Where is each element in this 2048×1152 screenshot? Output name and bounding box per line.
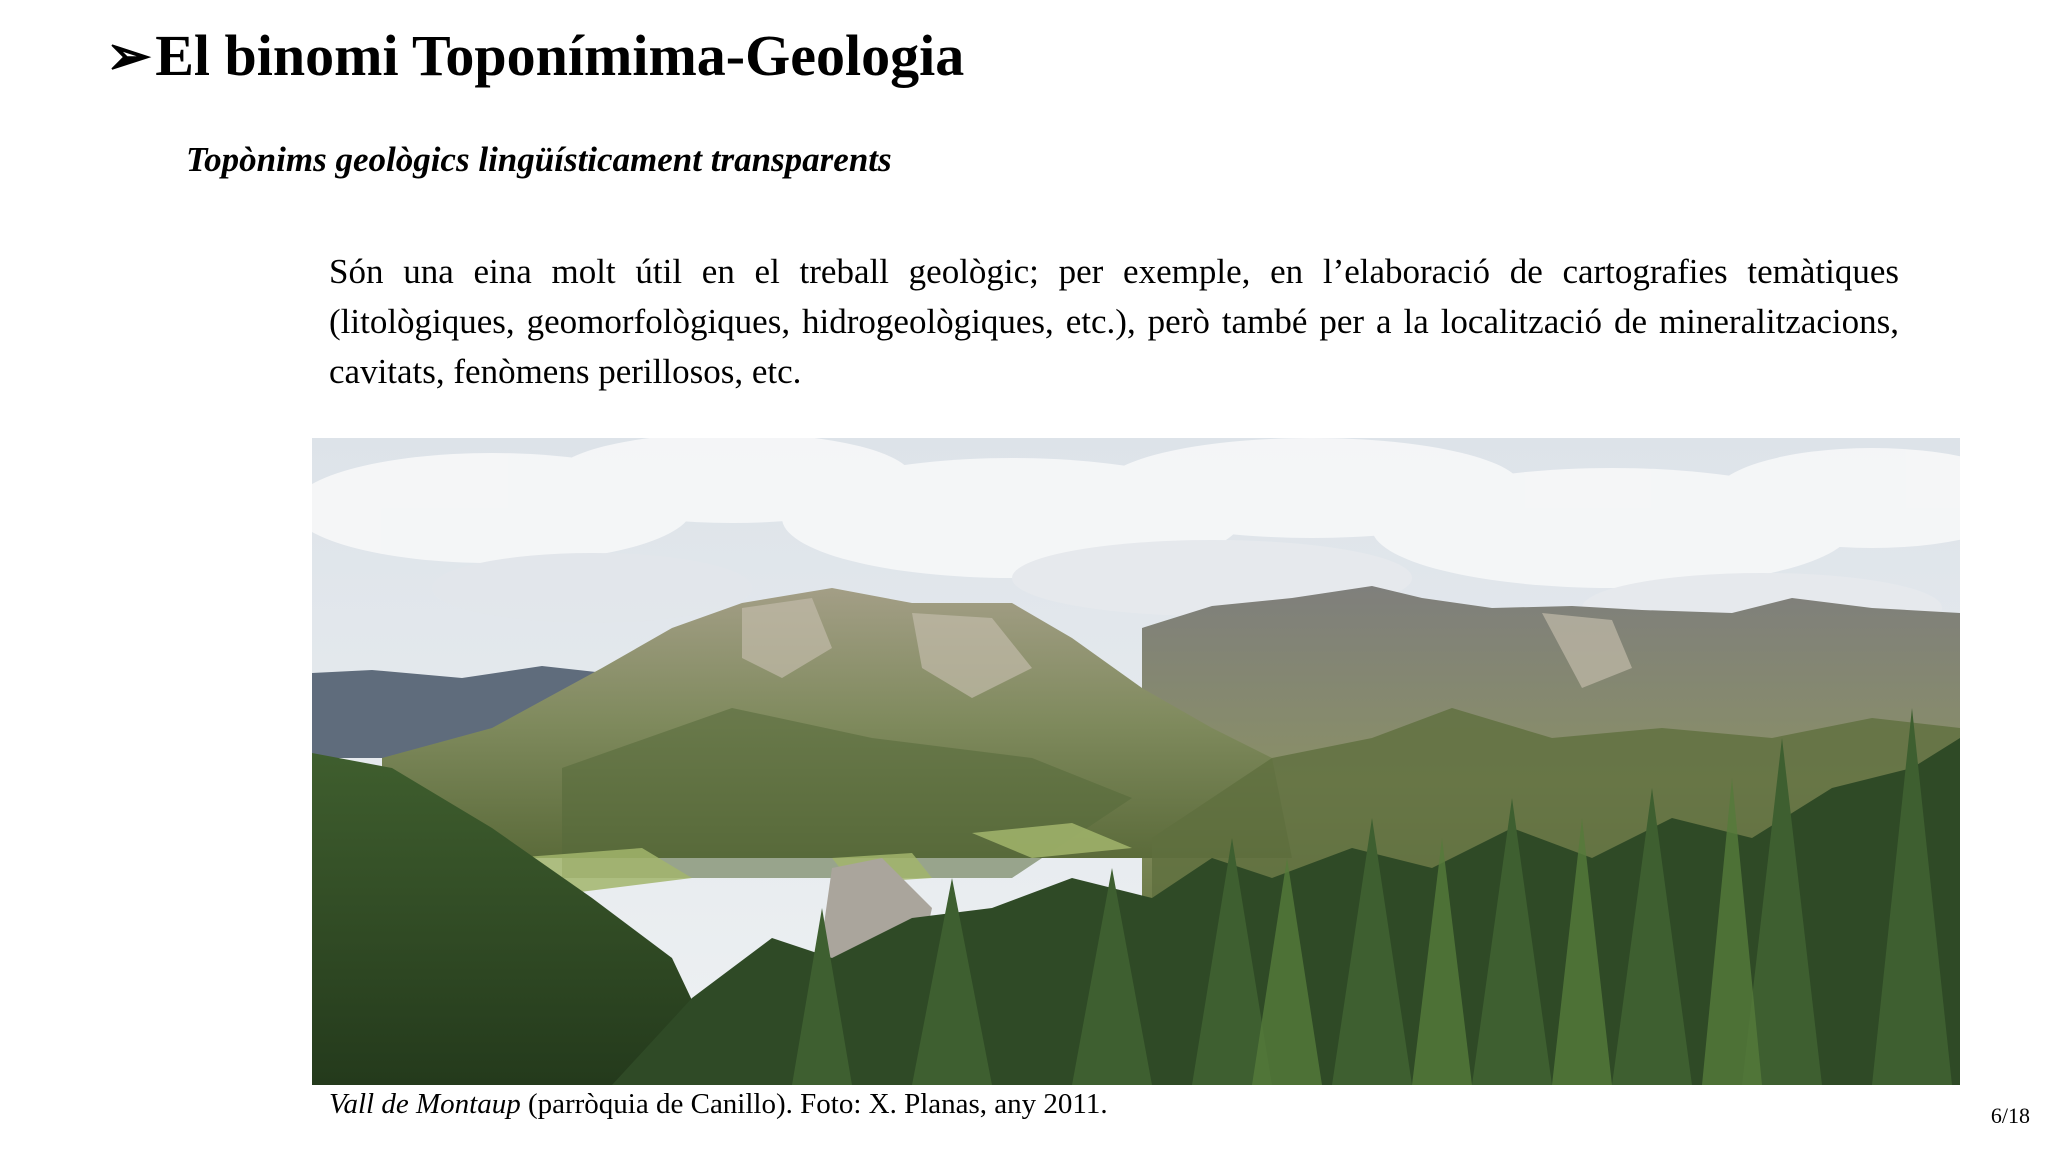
slide-title-text: El binomi Toponímima-Geologia	[155, 23, 965, 88]
photo-caption	[329, 1088, 1108, 1121]
landscape-photo	[312, 438, 1960, 1085]
caption-details: (parròquia de Canillo). Foto: X. Planas, any 2011.	[520, 1088, 1108, 1120]
slide-title	[106, 22, 964, 89]
slide-subtitle: Topònims geològics lingüísticament transparents	[186, 140, 892, 179]
arrow-bullet-icon: ➢	[106, 26, 152, 86]
body-paragraph: Són una eina molt útil en el treball geològic; per exemple, en l’elaboració de cartografies temàtiques (litològiques, geomorfològiques, hidrogeològiques, etc.), però també per a la localització de mineralitzacions, cavitats, fenòmens perillosos, etc.	[329, 252, 1899, 391]
landscape-illustration	[312, 438, 1960, 1085]
page-number: 6/18	[1990, 1103, 2030, 1128]
caption-place: Vall de Montaup	[329, 1088, 521, 1120]
